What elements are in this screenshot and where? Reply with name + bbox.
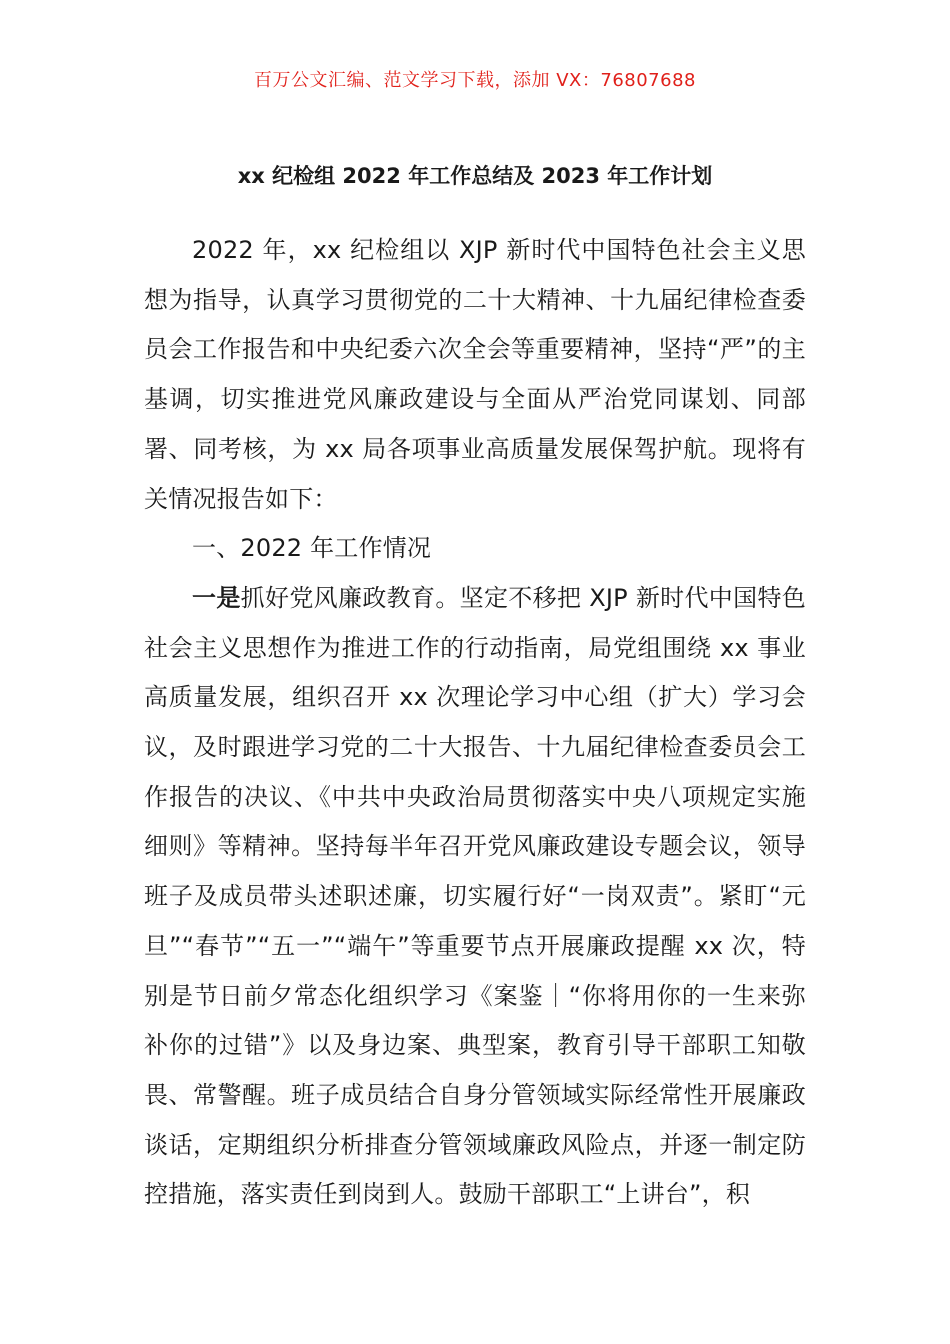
- document-title: xx 纪检组 2022 年工作总结及 2023 年工作计划: [237, 164, 713, 188]
- item-lead-1: 一是: [192, 583, 241, 612]
- header-banner: 百万公文汇编、范文学习下载，添加 VX：76807688: [254, 70, 696, 91]
- item-paragraph-1: [144, 574, 806, 1220]
- item-text-1: 抓好党风廉政教育。坚定不移把 XJP 新时代中国特色社会主义思想作为推进工作的行动指南，局党组围绕 xx 事业高质量发展，组织召开 xx 次理论学习中心组（扩大）学习会议，及时跟进学习党的二十大报告、十九届纪律检查委员会工作报告的决议、《中共中央政治局贯彻落实中央八项规定实施细则》等精神。坚持每半年召开党风廉政建设专题会议，领导班子及成员带头述职述廉，切实履行好“一岗双责”。紧盯“元旦”“春节”“五一”“端午”等重要节点开展廉政提醒 xx 次，特别是节日前夕常态化组织学习《案鉴｜“你将用你的一生来弥补你的过错”》以及身边案、典型案，教育引导干部职工知敬畏、常警醒。班子成员结合自身分管领域实际经常性开展廉政谈话，定期组织分析排查分管领域廉政风险点，并逐一制定防控措施，落实责任到岗到人。鼓励干部职工“上讲台”，积: [144, 583, 806, 1209]
- document-body: [144, 226, 806, 1220]
- section-heading: 一、2022 年工作情况: [192, 534, 432, 563]
- intro-paragraph: 2022 年，xx 纪检组以 XJP 新时代中国特色社会主义思想为指导，认真学习贯彻党的二十大精神、十九届纪律检查委员会工作报告和中央纪委六次全会等重要精神，坚持“严”的主基调，切实推进党风廉政建设与全面从严治党同谋划、同部署、同考核，为 xx 局各项事业高质量发展保驾护航。现将有关情况报告如下：: [144, 236, 806, 513]
